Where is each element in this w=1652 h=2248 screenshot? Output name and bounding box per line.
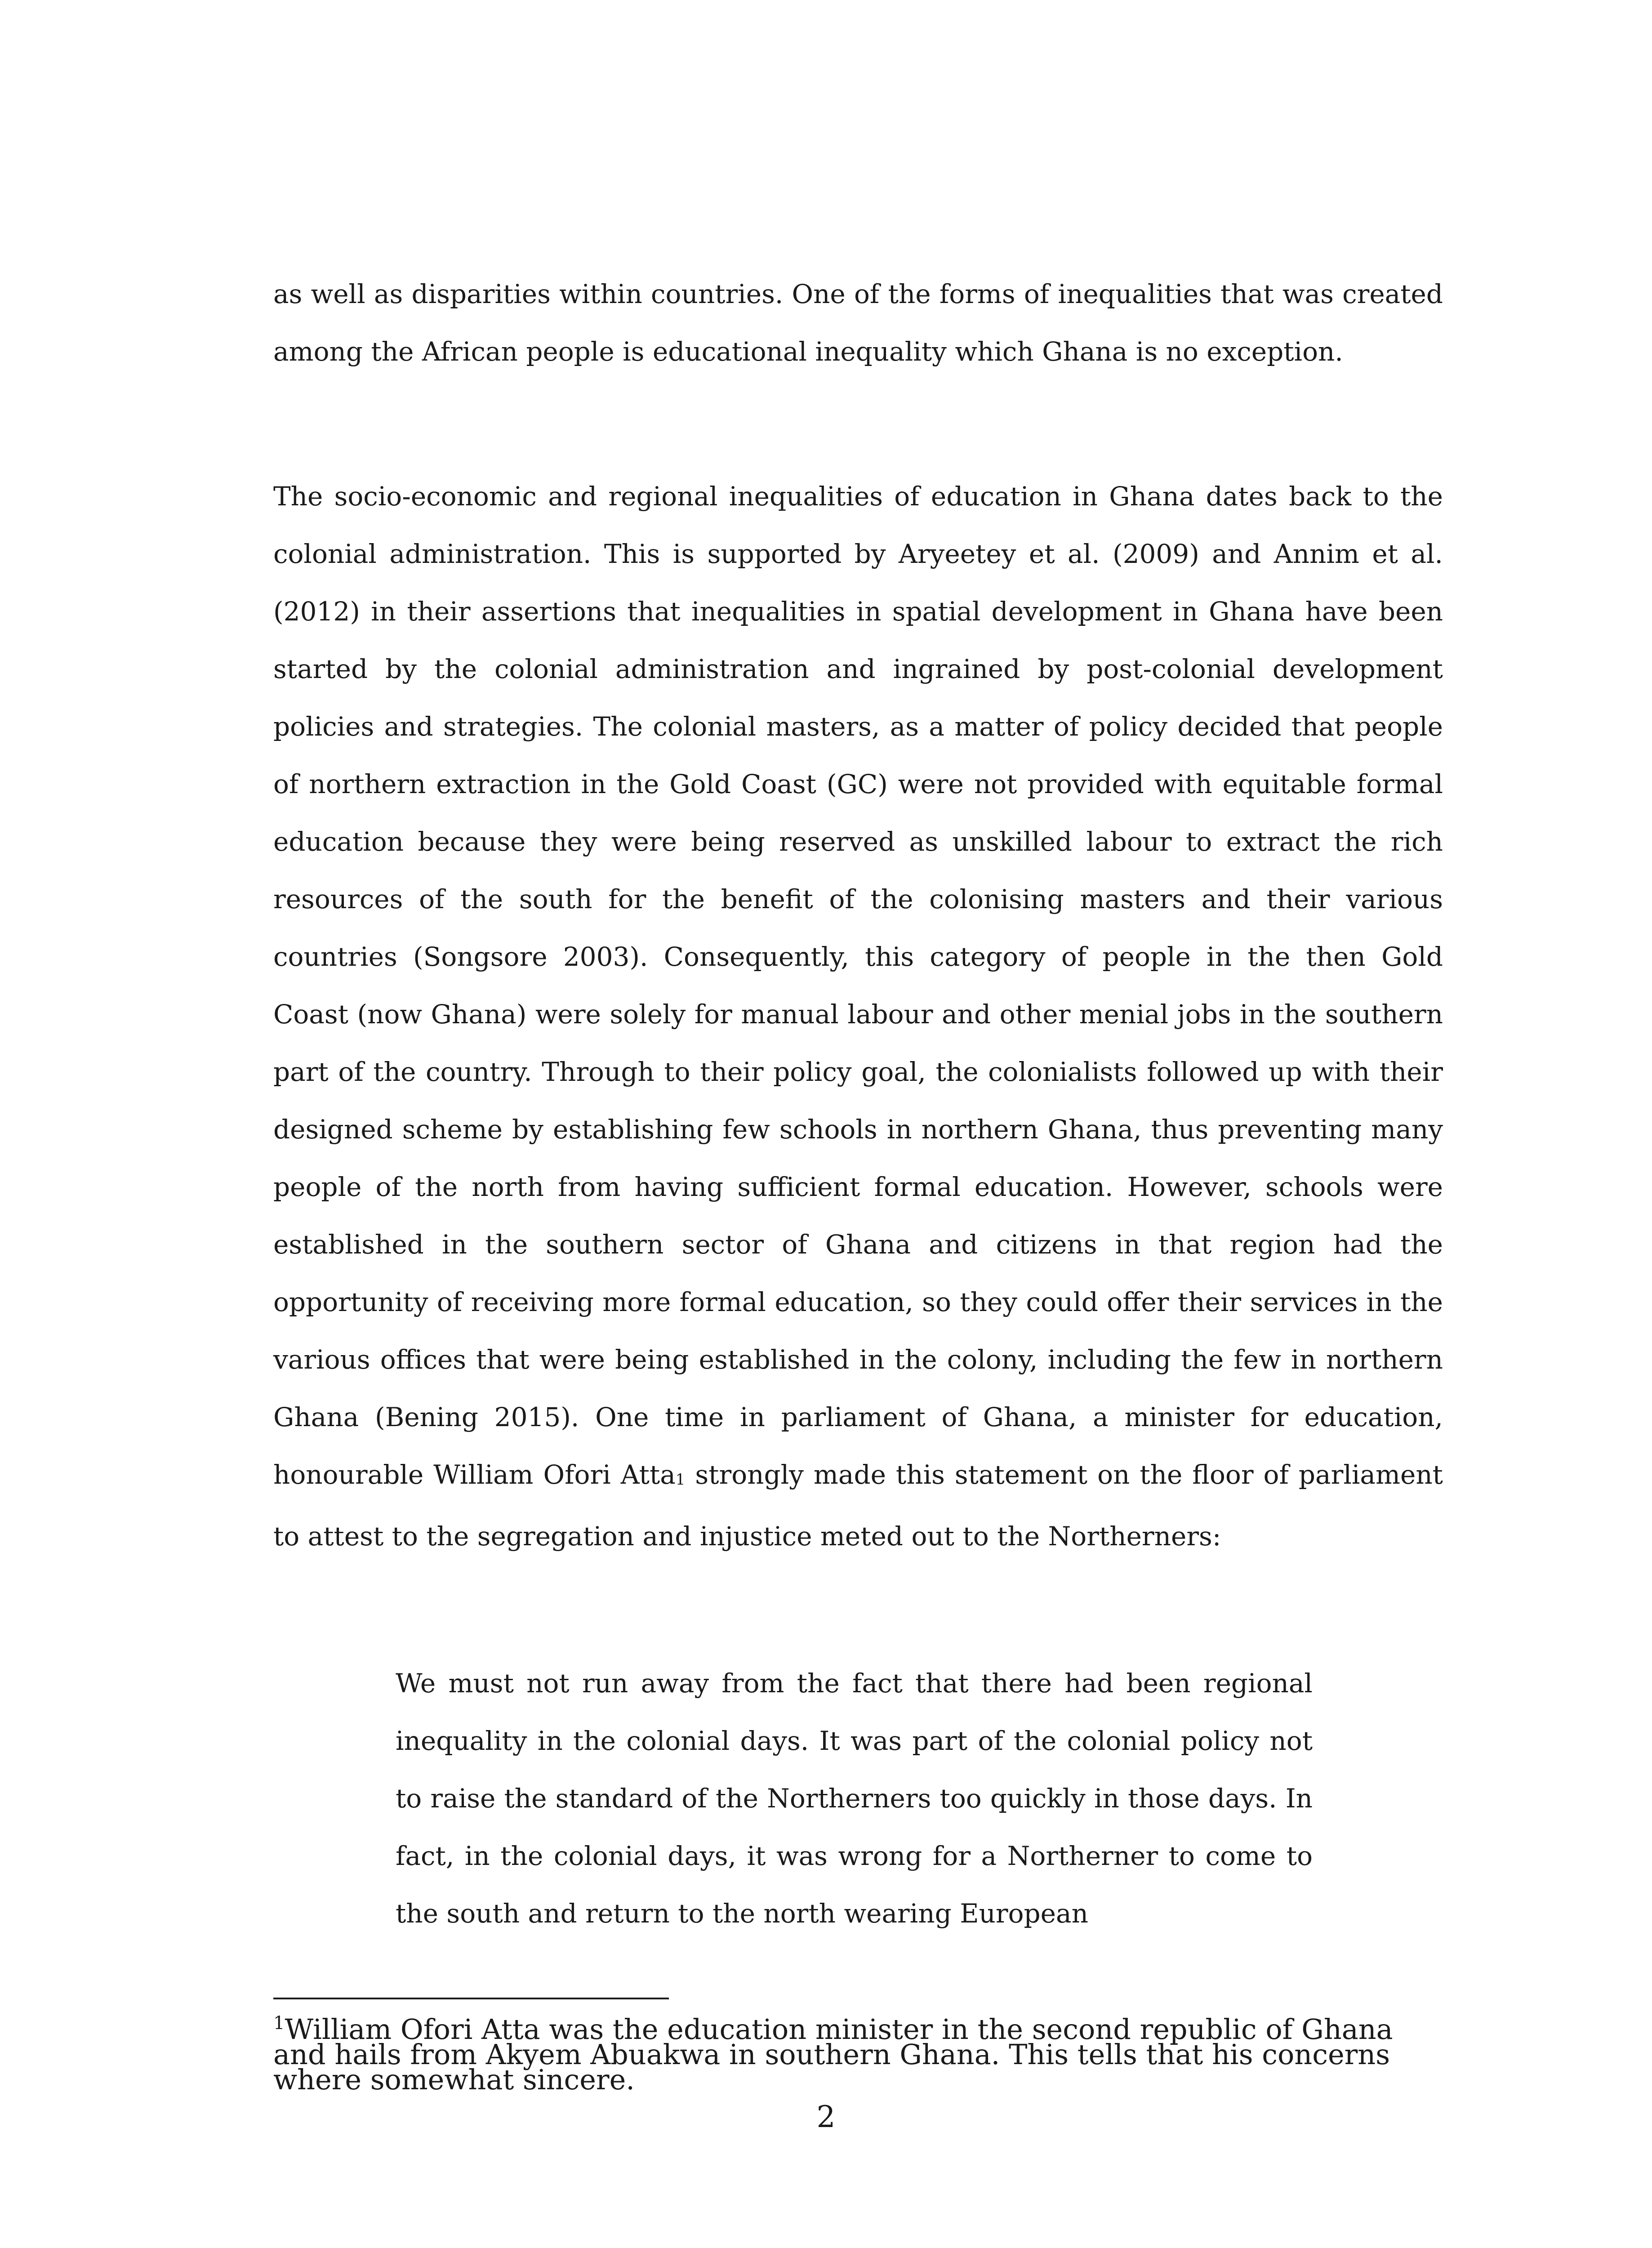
body-paragraph-2: [273, 468, 1443, 1565]
paragraph-2-text: The socio-economic and regional inequalities of education in Ghana dates back to the colonial administration. This is supported by Aryeetey et al. (2009) and Annim et al. (2012) in their assertions that inequalities in spatial development in Ghana have been started by the colonial administration and ingrained by post-colonial development policies and strategies. The colonial masters, as a matter of policy decided that people of northern extraction in the Gold Coast (GC) were not provided with equitable formal education because they were being reserved as unskilled labour to extract the rich resources of the south for the benefit of the colonising masters and their various countries (Songsore 2003). Consequently, this category of people in the then Gold Coast (now Ghana) were solely for manual labour and other menial jobs in the southern part of the country. Through to their policy goal, the colonialists followed up with their designed scheme by establishing few schools in northern Ghana, thus preventing many people of the north from having sufficient formal education. However, schools were established in the southern sector of Ghana and citizens in that region had the opportunity of receiving more formal education, so they could offer their services in the various offices that were being established in the colony, including the few in northern Ghana (Bening 2015). One time in parliament of Ghana, a minister for education, honourable William Ofori Atta: [273, 481, 1443, 1490]
paragraph-2-text-continued: strongly made this statement on the floor of parliament to attest to the segregation and injustice meted out to the Northerners:: [273, 1459, 1443, 1552]
footnote-marker: 1: [273, 2013, 285, 2034]
page-number: 2: [816, 2100, 836, 2134]
footnote-separator: [273, 1998, 669, 1999]
footnote-text: William Ofori Atta was the education minister in the second republic of Ghana and hails from Akyem Abuakwa in southern Ghana. This tells that his concerns where somewhat sincere.: [273, 2013, 1393, 2096]
footnote: [273, 2013, 1443, 2096]
block-quote: We must not run away from the fact that there had been regional inequality in the colonial days. It was part of the colonial policy not to raise the standard of the Northerners too quickly in those days. In fact, in the colonial days, it was wrong for a Northerner to come to the south and return to the north wearing European: [396, 1668, 1313, 1929]
footnote-reference-marker: 1: [675, 1471, 686, 1489]
body-paragraph-1: as well as disparities within countries. One of the forms of inequalities that was created among the African people is educational inequality which Ghana is no exception.: [273, 279, 1443, 367]
